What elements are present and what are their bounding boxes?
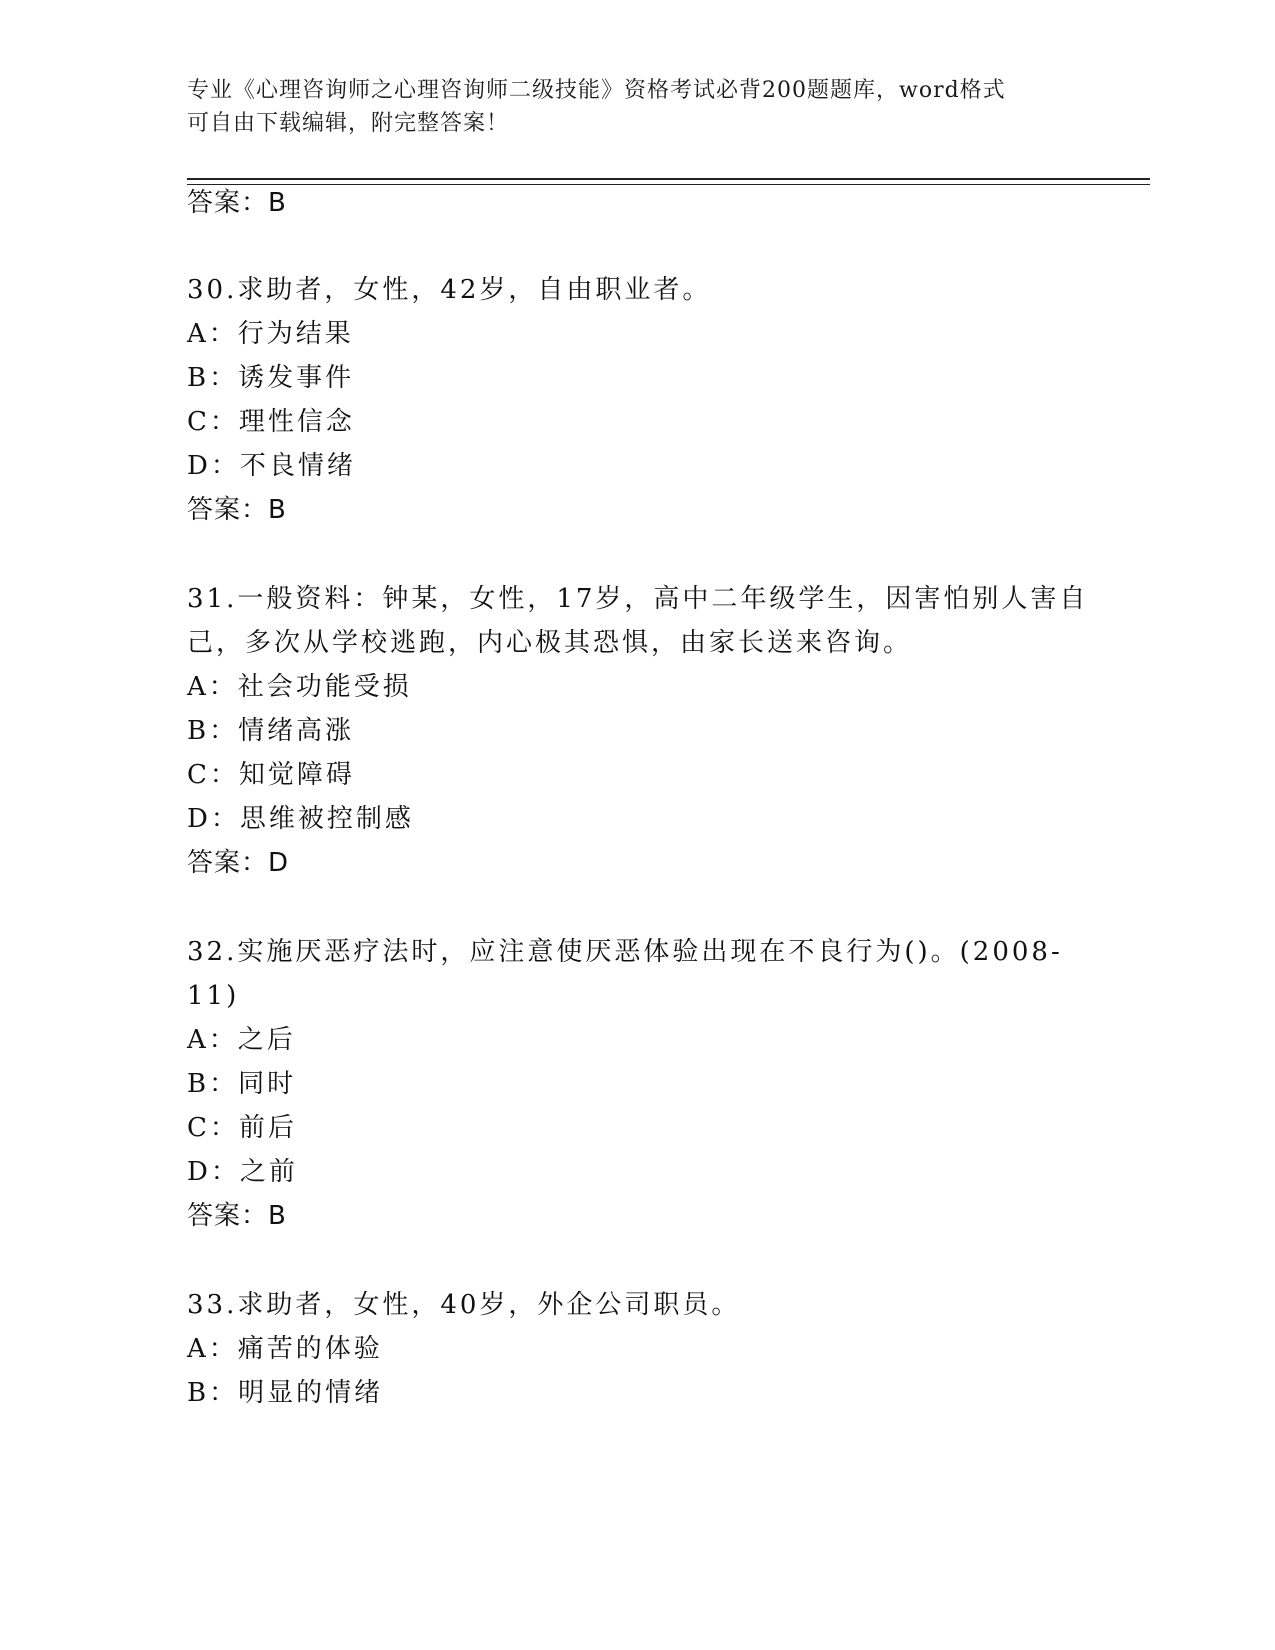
question-32-option-b: B：同时 [187,1069,297,1099]
question-32-option-c: C：前后 [187,1113,297,1143]
previous-answer: 答案：B [187,188,287,218]
document-header [187,74,1087,140]
question-31-answer: 答案：D [187,848,290,878]
question-33-option-b: B：明显的情绪 [187,1378,384,1408]
question-31-option-d: D：思维被控制感 [187,804,414,834]
question-31-stem-line-1: 31.一般资料：钟某，女性，17岁，高中二年级学生，因害怕别人害自 [187,584,1089,614]
question-32-stem-line-2: 11) [187,981,240,1011]
question-31-option-a: A：社会功能受损 [187,672,412,702]
question-32-answer: 答案：B [187,1201,287,1231]
question-30-option-b: B：诱发事件 [187,363,355,393]
header-rule-thin [187,184,1150,185]
question-30-answer: 答案：B [187,495,287,525]
question-33-stem: 33.求助者，女性，40岁，外企公司职员。 [187,1290,741,1320]
question-32-option-d: D：之前 [187,1157,298,1187]
question-31-stem-line-2: 己，多次从学校逃跑，内心极其恐惧，由家长送来咨询。 [187,628,913,658]
header-line-1: 专业《心理咨询师之心理咨询师二级技能》资格考试必背200题题库，word格式 [187,78,1006,103]
question-30-option-c: C：理性信念 [187,407,355,437]
header-rule-thick [187,178,1150,180]
question-33-option-a: A：痛苦的体验 [187,1334,383,1364]
question-32-option-a: A：之后 [187,1025,296,1055]
question-32-stem-line-1: 32.实施厌恶疗法时，应注意使厌恶体验出现在不良行为()。(2008- [187,937,1063,967]
question-30-option-a: A：行为结果 [187,319,354,349]
question-31-option-b: B：情绪高涨 [187,716,355,746]
question-30-option-d: D：不良情绪 [187,451,356,481]
question-31-option-c: C：知觉障碍 [187,760,355,790]
question-30-stem: 30.求助者，女性，42岁，自由职业者。 [187,275,712,305]
header-line-2: 可自由下载编辑，附完整答案！ [187,111,510,136]
